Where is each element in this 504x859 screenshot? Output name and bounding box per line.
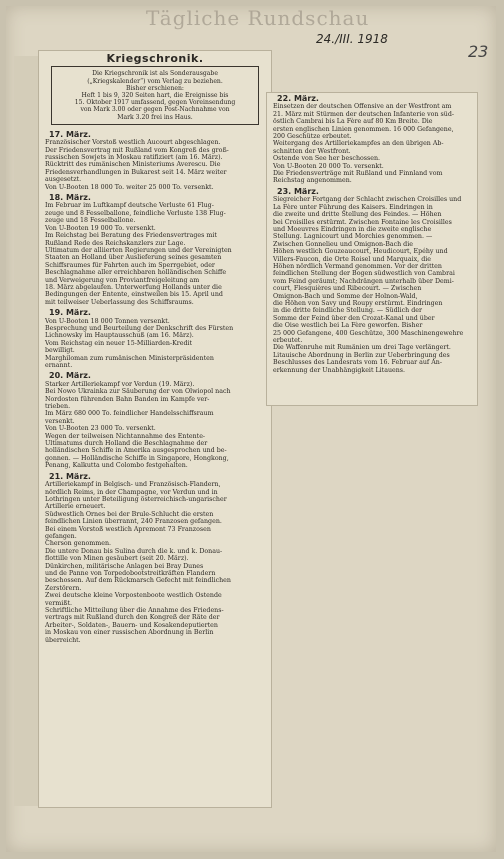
notice-line: Heft 1 bis 9, 320 Seiten hart, die Ereignisse bis [81,92,229,100]
entry-line: die Oise westlich bei La Fère geworfen. Bisher [273,322,423,330]
entry-line: Penang, Kalkutta und Colombo festgehalten. [45,462,188,470]
subscription-notice [51,66,259,124]
entry-line: erbeutet. [273,337,303,344]
entry-line: Ultimatums durch Holland die Beschlagnahme der [45,440,208,448]
entry-line: vertrags mit Rußland durch den Kongreß der Räte der [45,614,220,622]
entry-line: Stellung. Lagnicourt und Morchies genommen. — [273,233,433,241]
left-entries [39,131,271,644]
entry-line: Zerstörern. [45,584,82,592]
notice-line: Die Kriegschronik ist als Sonderausgabe [92,70,218,78]
entry-line: ernannt. [45,362,73,370]
notice-line: 15. Oktober 1917 umfassend, gegen Voreinsendung [74,99,236,107]
entry-line: Die untere Donau bis Sulina durch die k. und k. Donau- [45,547,223,555]
entry-line: Vom Reichstag ein neuer 15-Milliarden-Kredit [45,339,193,347]
right-entries [267,95,477,374]
entry-line: russischen Sowjets in Moskau ratifiziert (am 16. März). [45,154,223,162]
entry-date: 18. März. [49,193,91,203]
clipping-margin-strip [14,56,38,806]
entry-date: 22. März. [277,94,319,103]
entry-line: die Höhen von Savy und Roupy erstürmt. Eindringen [273,299,443,307]
chronicle-heading: Kriegschronik. [106,52,204,65]
entry-line: Reichstag angenommen. [273,177,352,185]
newspaper-masthead: Tägliche Rundschau [146,6,370,30]
notice-line: von Mark 3.00 oder gegen Post-Nachnahme von [80,106,230,114]
entry-line: Die Friedensverträge mit Rußland und Finnland vom [273,170,443,178]
entry-line: Staaten an Holland über Auslieferung seines gesamten [45,254,222,262]
entry-line: Artillerie erneuert. [45,503,106,511]
entry-line: nördlich Reims, in der Champagne, vor Verdun und in [45,488,218,496]
entry-line: Ultimatum der alliierten Regierungen und der Vereinigten [45,246,232,254]
entry-line: Somme der Feind über den Crozat-Kanal und über [273,314,435,322]
entry-line: Dünkirchen, militärische Anlagen bei Bray Dunes [45,562,204,570]
entry-line: Rußland Rede des Reichskanzlers zur Lage. [45,239,186,247]
entry-line: versenkt. [45,417,75,425]
entry-line: erkennung der Unabhängigkeit Litauens. [273,366,406,374]
entry-line: 25 000 Gefangene, 400 Geschütze, 300 Maschinengewehre [273,329,464,337]
notice-line: („Kriegskalender“) vom Verlag zu beziehen. [87,77,223,85]
entry-line: Französischer Vorstoß westlich Aucourt abgeschlagen. [45,139,221,147]
entry-line: Bedingungen der Entente, einstweilen bis 15. April und [45,291,223,299]
entry-line: Einsetzen der deutschen Offensive an der Westfront am [273,103,452,111]
entry-line: Zwei deutsche kleine Vorpostenboote westlich Ostende [45,592,222,600]
entry-line: Der Friedensvertrag mit Rußland vom Kongreß des groß- [45,146,229,154]
entry-line: holländischen Schiffe in Amerika ausgesprochen und be- [45,447,227,455]
entry-line: Besprechung und Beurteilung der Denkschrift des Fürsten [45,324,234,332]
entry-line: Bei einem Vorstoß westlich Apremont 73 Franzosen [45,525,211,533]
entry-line: Von U-Booten 18 000 Tonnen versenkt. [45,317,170,325]
entry-line: in die dritte feindliche Stellung. — Südlich der [273,307,423,315]
entry-line: Weitergang des Artilleriekampfes an den übrigen Ab- [273,140,444,148]
entry-line: überreicht. [45,636,81,644]
entry-line: Villers-Faucon, die Orte Roisel und Marquaix, die [273,255,431,263]
entry-date: 20. März. [49,371,91,381]
entry-line: Marghiloman zum rumänischen Ministerpräsidenten [45,354,214,362]
entry-line: 18. März abgelaufen. Unterwerfung Hollands unter die [45,283,222,291]
entry-line: 200 Geschütze erbeutet. [273,133,352,141]
entry-line: feindlichen Linien überrannt, 240 Franzosen gefangen. [45,518,222,526]
entry-line: in Moskau von einer russischen Abordnung in Berlin [45,629,214,637]
entry-line: Von U-Booten 20 000 To. versenkt. [273,162,384,170]
entry-line: Artilleriekampf in Belgisch- und Französisch-Flandern, [45,481,221,489]
entry-line: court, Flesquières und Ribecourt. — Zwischen [273,285,422,293]
entry-line: Cherson genommen. [45,540,112,548]
entry-line: vom Feind geräumt; Nachdrängen unterhalb über Demi- [273,277,454,285]
entry-line: Höhen nördlich Vermand genommen. Vor der dritten [273,262,442,270]
handwritten-date: 24./III. 1918 [316,32,388,46]
entry-line: Die Waffenruhe mit Rumänien um drei Tage verlängert. [273,344,451,352]
entry-line: mit teilweiser Ueberlassung des Schiffsraums. [45,298,194,306]
entry-date: 21. März. [49,471,91,481]
entry-line: trieben. [45,403,71,411]
entry-line: und Verweigerung von Proviantfreigeleitung am [45,276,200,284]
entry-line: die zweite und dritte Stellung des Feindes. — Höhen [273,211,442,219]
chronicle-entry [45,131,267,191]
entry-line: beschossen. Auf dem Rückmarsch Gefecht mit feindlichen [45,577,231,585]
entry-date: 19. März. [49,308,91,318]
entry-line: und Moeuvres Eindringen in die zweite englische [273,225,432,233]
entry-line: Wegen der teilweisen Nichtannahme des Entente- [45,432,206,440]
entry-date: 23. März. [277,186,319,196]
entry-line: Im März 680 000 To. feindlicher Handelsschiffsraum [45,410,214,418]
entry-line: Friedensverhandlungen in Bukarest seit 14. März weiter [45,168,227,176]
entry-line: Zwischen Gonnelieu und Omignon-Bach die [273,240,413,248]
entry-line: bewilligt. [45,347,75,355]
entry-line: gefangen. [45,532,77,540]
entry-line: Schriftliche Mitteilung über die Annahme des Friedens- [45,607,224,615]
entry-line: Im Februar im Luftkampf deutsche Verluste 61 Flug- [45,202,214,210]
entry-line: ersten englischen Linien genommen. 16 000 Gefangene, [273,125,454,133]
entry-line: Arbeiter-, Soldaten-, Bauern- und Kosakendeputierten [45,621,218,629]
entry-line: Litauische Abordnung in Berlin zur Ueberbringung des [273,351,450,359]
entry-line: gonnen. — Holländische Schiffe in Singapore, Hongkong, [45,454,229,462]
page-number: 23 [468,42,489,61]
entry-line: Schiffsraumes für Fahrten auch im Sperrgebiet, oder [45,261,215,269]
entry-line: Lothringen unter Beteiligung österreichisch-ungarischer [45,495,227,503]
entry-line: feindlichen Stellung der Bogen südwestlich von Cambrai [273,270,455,278]
entry-line: Omignon-Bach und Somme der Holnon-Wald, [273,292,418,300]
entry-line: vermißt. [45,599,73,607]
entry-line: Lichnowsky im Hauptausschuß (am 16. März). [45,332,194,340]
entry-line: Siegreicher Fortgang der Schlacht zwischen Croisilles und [273,196,462,204]
entry-line: Beschlusses des Landesrats vom 16. Februar auf An- [273,359,442,367]
entry-line: Beschlagnahme aller erreichbaren holländischen Schiffe [45,269,227,277]
entry-line: Rücktritt des rumänischen Ministeriums Averescu. Die [45,161,221,169]
entry-line: zeuge und 18 Fesselballone. [45,217,136,225]
entry-line: ausgesetzt. [45,176,82,184]
right-clipping [266,92,478,406]
chronicle-entry [45,194,267,306]
entry-line: La Fère unter Führung des Kaisers. Eindringen in [273,203,433,211]
entry-line: 21. März mit Stürmen der deutschen Infanterie von süd- [273,110,454,118]
entry-line: Höhen westlich Gouzeaucourt, Heudicourt, Epéhy und [273,248,448,256]
chronicle-entry [273,95,473,185]
chronicle-entry [45,309,267,369]
entry-line: Südwestlich Ornes bei der Brule-Schlucht die ersten [45,510,214,518]
chronicle-entry [273,188,473,374]
notice-line: Bisher erschienen: [126,84,184,92]
entry-line: Von U-Booten 18 000 To. weiter 25 000 To. versenkt. [45,183,214,191]
chronicle-entry [45,372,267,469]
entry-line: schnitten der Westfront. [273,147,351,155]
entry-line: Nordosten führenden Bahn Banden im Kampfe ver- [45,395,210,403]
left-clipping [38,50,272,808]
notice-line: Mark 3.20 frei ins Haus. [117,113,193,121]
entry-line: Bei Nowo Ukrainka zur Säuberung der von Olwiopol nach [45,388,231,396]
entry-date: 17. März. [49,129,91,139]
entry-line: Starker Artilleriekampf vor Verdun (19. März). [45,380,195,388]
entry-line: Von U-Booten 23 000 To. versenkt. [45,425,156,433]
entry-line: Ostende von See her beschossen. [273,155,381,163]
entry-line: Im Reichstag bei Beratung des Friedensvertrages mit [45,232,217,240]
entry-line: bei Croisilles erstürmt. Zwischen Fontaine les Croisilles [273,218,452,226]
chronicle-entry [45,473,267,644]
entry-line: östlich Cambrai bis La Fère auf 80 Km Breite. Die [273,118,433,126]
entry-line: und de Panne von Torpedobootstreitkräften Flandern [45,569,216,577]
entry-line: flottille von Minen gesäubert (seit 20. März). [45,555,189,563]
entry-line: zeuge und 8 Fesselballone, feindliche Verluste 138 Flug- [45,209,226,217]
entry-line: Von U-Booten 19 000 To. versenkt. [45,224,156,232]
